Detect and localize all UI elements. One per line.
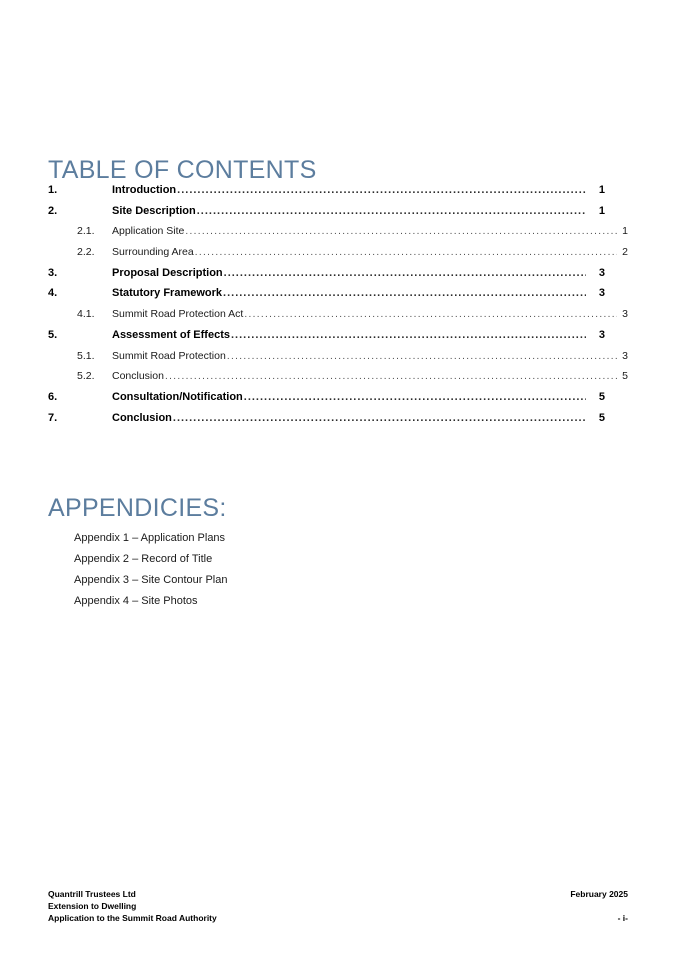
toc-entry-title: Surrounding Area [112, 246, 194, 259]
toc-entry-number: 6. [48, 390, 58, 403]
list-item: Appendix 1 – Application Plans [74, 532, 226, 544]
toc-entry-number: 1. [48, 184, 58, 196]
toc-entry[interactable] [48, 267, 628, 288]
toc-entry-title: Site Description [112, 204, 196, 217]
toc-leader-dots [223, 288, 586, 299]
toc-entry-page: 1 [598, 204, 605, 217]
page-number: - i- [617, 913, 628, 924]
toc-entry-number: 2. [48, 204, 58, 217]
toc-entry-page: 3 [622, 349, 628, 362]
toc-leader-dots [244, 310, 617, 320]
toc-entry-title: Consultation/Notification [112, 390, 243, 403]
table-of-contents [48, 184, 628, 432]
toc-leader-dots [224, 268, 586, 279]
toc-entry[interactable] [48, 370, 628, 391]
toc-entry[interactable] [48, 246, 628, 267]
toc-entry-title: Summit Road Protection [112, 349, 226, 362]
toc-entry-title: Proposal Description [112, 266, 223, 279]
toc-entry[interactable] [48, 329, 628, 350]
footer-line-2 [48, 900, 628, 912]
toc-entry-page: 5 [598, 390, 605, 403]
appendices-title: APPENDICIES: [48, 493, 227, 522]
toc-entry[interactable] [48, 225, 628, 246]
toc-entry-page: 3 [598, 266, 605, 279]
toc-entry-page: 3 [598, 287, 605, 300]
toc-entry-title: Introduction [112, 184, 177, 196]
toc-leader-dots [227, 352, 617, 362]
toc-entry-title: Summit Road Protection Act [112, 308, 244, 321]
list-item: Appendix 3 – Site Contour Plan [74, 574, 228, 586]
toc-entry[interactable] [48, 308, 628, 329]
toc-entry-title: Statutory Framework [112, 287, 223, 300]
toc-entry[interactable] [48, 287, 628, 308]
toc-entry-page: 3 [598, 328, 605, 341]
footer-subtitle: Application to the Summit Road Authority [48, 913, 217, 924]
toc-entry-number: 3. [48, 266, 58, 279]
toc-entry-number: 4. [48, 287, 58, 300]
toc-entry-number: 4.1. [77, 308, 95, 321]
toc-leader-dots [231, 330, 586, 341]
toc-entry-page: 3 [622, 308, 628, 321]
toc-leader-dots [244, 392, 586, 403]
toc-entry[interactable] [48, 205, 628, 226]
toc-entry-number: 5.2. [77, 370, 95, 383]
toc-entry[interactable] [48, 350, 628, 371]
footer-line-3 [48, 912, 628, 924]
footer-date: February 2025 [570, 889, 628, 899]
list-item: Appendix 2 – Record of Title [74, 553, 213, 565]
toc-entry-title: Assessment of Effects [112, 328, 230, 341]
page-title: TABLE OF CONTENTS [48, 155, 317, 184]
toc-entry-page: 2 [622, 246, 628, 259]
toc-entry-page: 1 [622, 225, 628, 238]
toc-entry[interactable] [48, 391, 628, 412]
appendices-list [74, 528, 228, 612]
toc-leader-dots [173, 413, 586, 424]
toc-leader-dots [195, 248, 617, 258]
toc-entry-number: 2.1. [77, 225, 95, 238]
toc-entry-number: 5. [48, 328, 58, 341]
toc-entry-page: 1 [598, 184, 605, 196]
toc-leader-dots [177, 185, 586, 196]
toc-entry-number: 7. [48, 411, 58, 424]
list-item: Appendix 4 – Site Photos [74, 595, 198, 607]
toc-leader-dots [185, 227, 617, 237]
toc-entry-page: 5 [598, 411, 605, 424]
toc-leader-dots [165, 372, 617, 382]
footer-line-1 [48, 888, 628, 900]
toc-entry-title: Conclusion [112, 411, 172, 424]
toc-entry[interactable] [48, 412, 628, 433]
toc-entry-title: Conclusion [112, 370, 164, 383]
toc-entry-number: 2.2. [77, 246, 95, 259]
page-footer [48, 888, 628, 925]
footer-company-name: Quantrill Trustees Ltd [48, 889, 136, 899]
footer-project-name: Extension to Dwelling [48, 901, 137, 912]
toc-entry-page: 5 [622, 370, 628, 383]
toc-leader-dots [197, 206, 586, 217]
toc-entry[interactable] [48, 184, 628, 205]
toc-entry-title: Application Site [112, 225, 185, 238]
toc-entry-number: 5.1. [77, 349, 95, 362]
